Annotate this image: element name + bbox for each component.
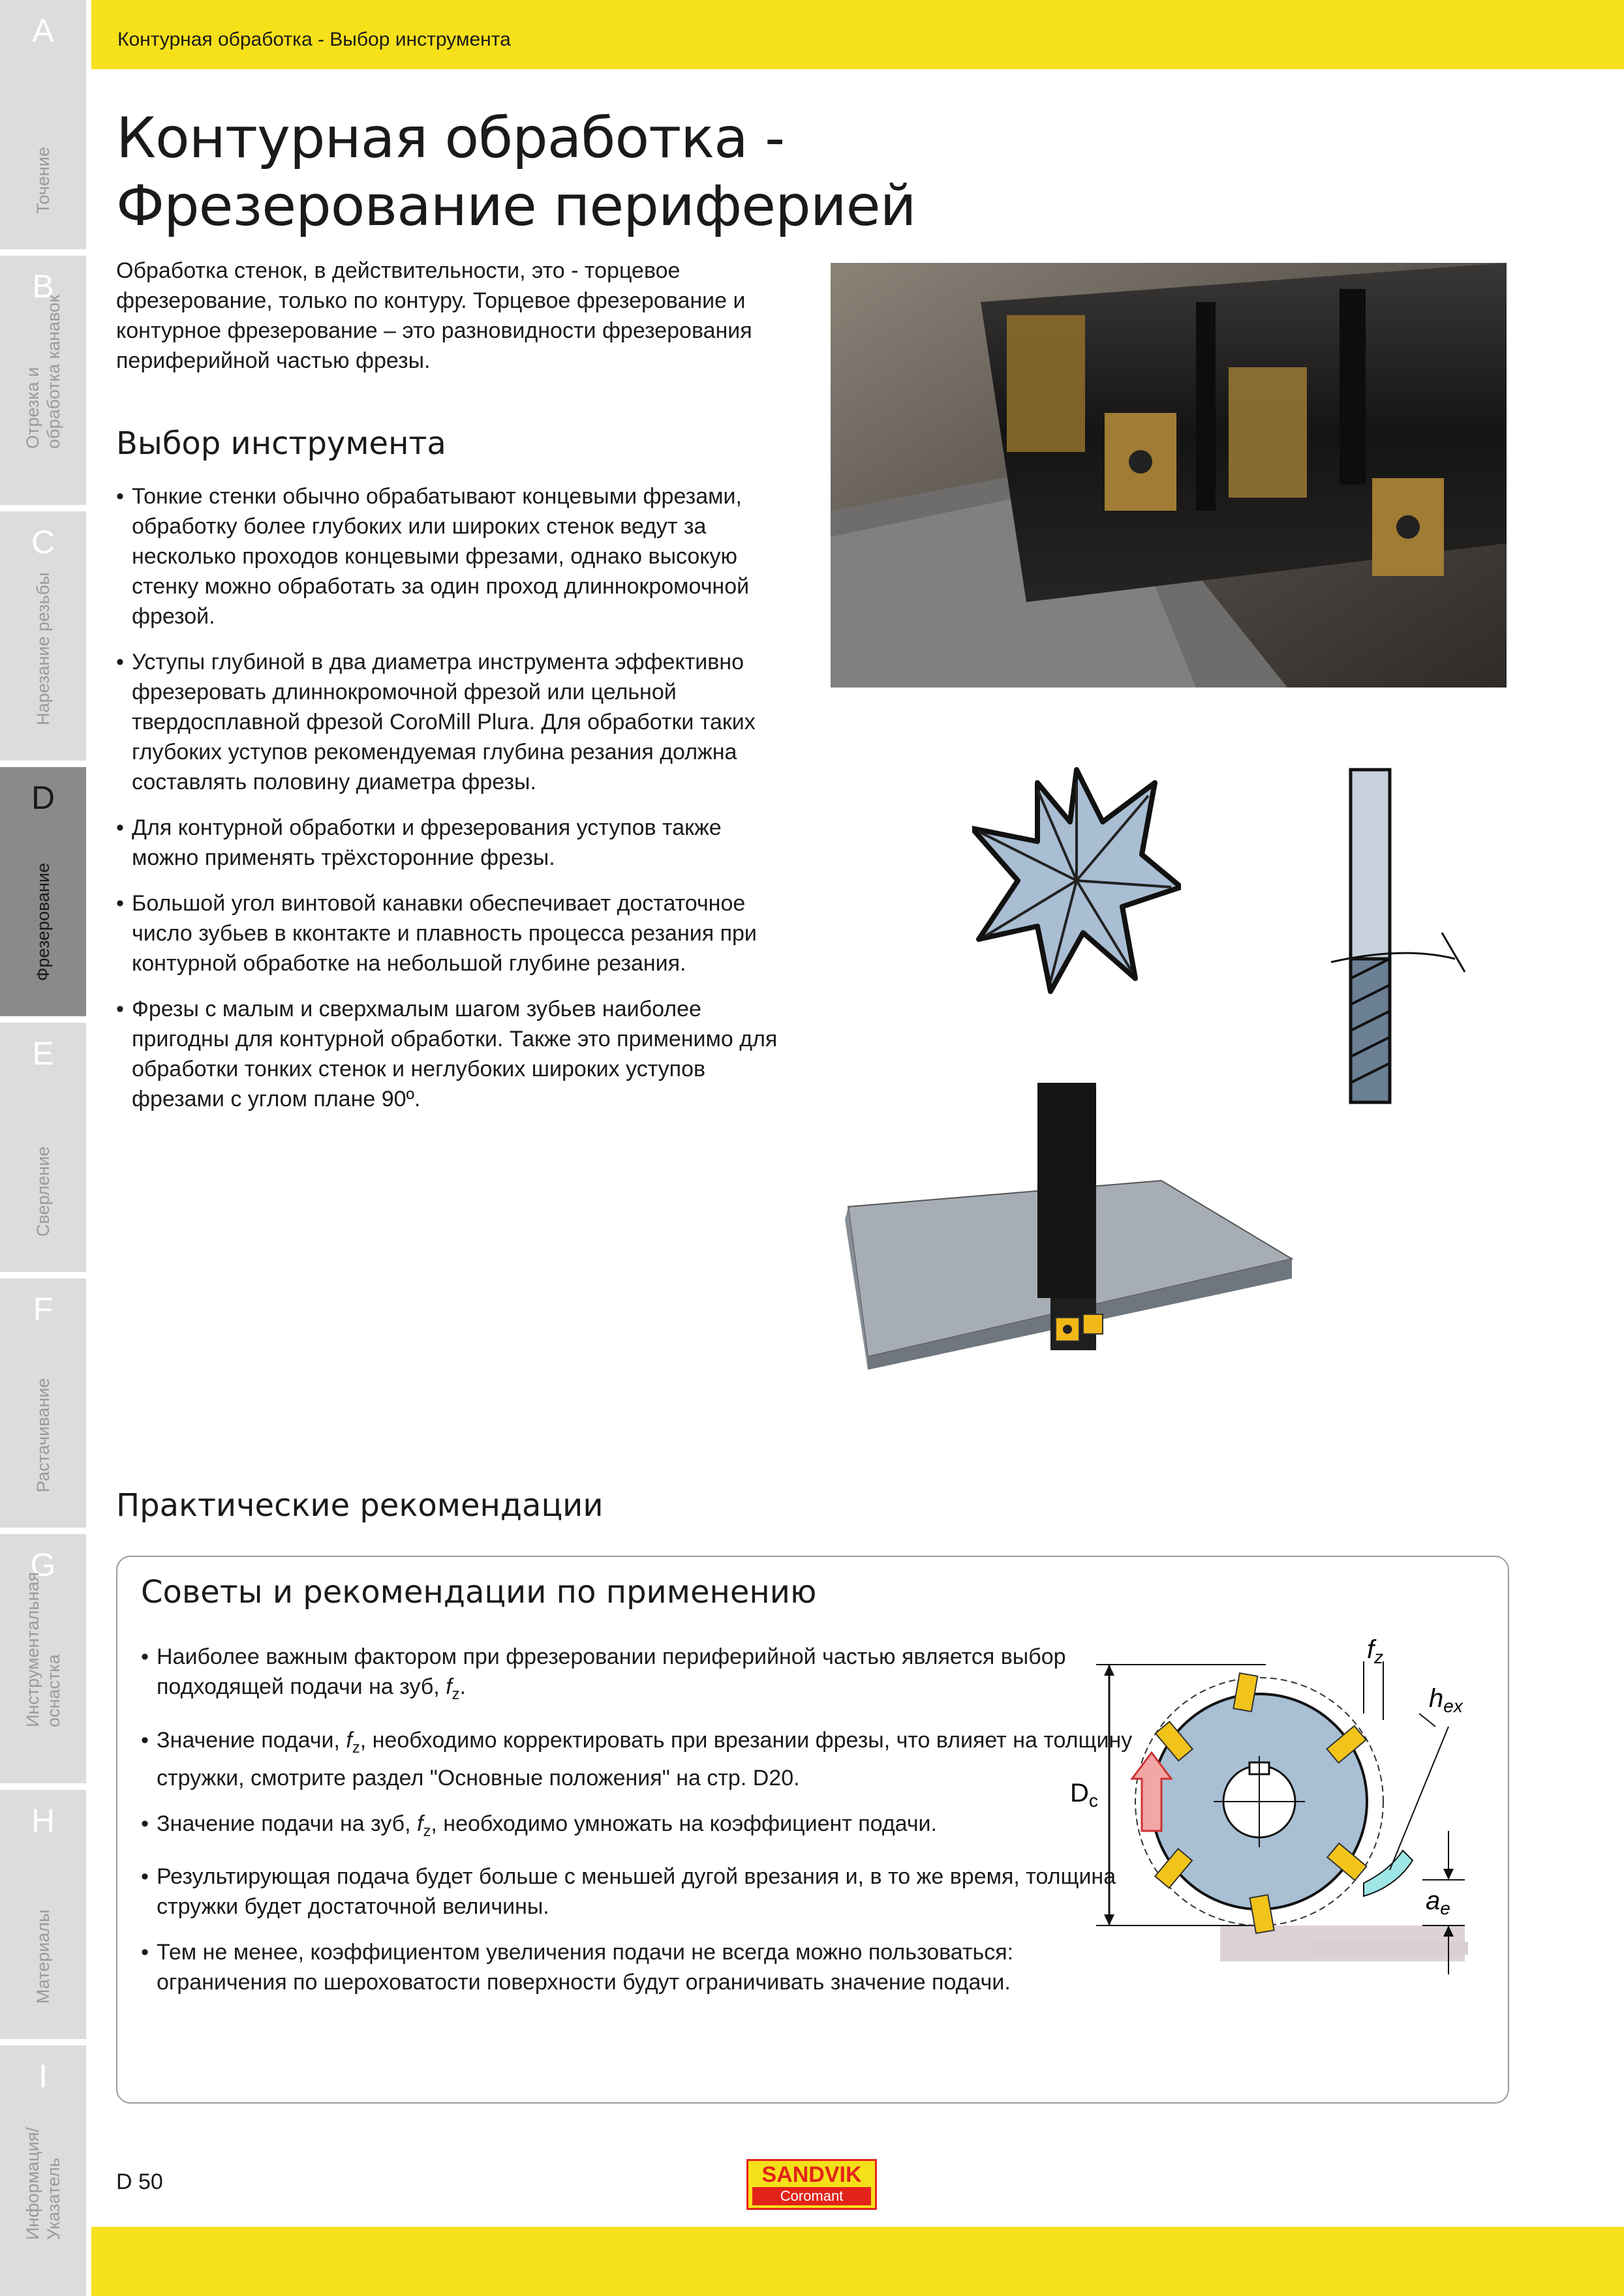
tab-label: Точение [33,147,53,214]
tip-text: Наиболее важным фактором при фрезеровании периферийной частью является выбор подходящей подачи на зуб, [157,1644,1066,1699]
end-mill-cross-section [972,757,1181,1004]
milling-photo [831,263,1507,687]
milling-photo-graphic [831,263,1507,687]
tip-text: Тем не менее, коэффициентом увеличения подачи не всегда можно пользоваться: ограничения по шероховатости поверхности будут ограничивать значение подачи. [157,1940,1014,1995]
header-bar [91,0,1624,69]
tip-text-after: , необходимо корректировать при врезании фрезы, что влияет на толщину стружки, смотрите раздел "Основные положения" на стр. D20. [157,1727,1133,1790]
tab-label: Информация/ Указатель [23,2127,63,2240]
tab-parting-grooving[interactable] [0,256,86,505]
tab-letter: E [32,1035,54,1072]
logo-text-bottom: Coromant [752,2187,871,2205]
list-item: • Тонкие стенки обычно обрабатывают концевыми фрезами, обработку более глубоких или широких стенок ведут за несколько проходов концевыми фрезами, однако высокую стенку можно обработать за один проход длиннокромочной фрезой. [116,481,791,631]
tips-box [116,1556,1509,2104]
tab-boring[interactable] [0,1278,86,1528]
list-item [141,1809,1146,1847]
list-item: • Уступы глубиной в два диаметра инструмента эффективно фрезеровать длиннокромочной фрезой или цельной твердосплавной фрезой CoroMill Plura. Для обработки таких глубоких уступов рекомендуемая глубина резания должна составлять половину диаметра фрезы. [116,647,791,797]
tip-text: Результирующая подача будет больше с меньшей дугой врезания и, в то же время, толщина стружки будет достаточной величины. [157,1864,1116,1920]
breadcrumb: Контурная обработка - Выбор инструмента [117,29,511,50]
tab-letter: I [38,2058,48,2094]
tab-label: Нарезание резьбы [33,572,53,725]
section-heading-practical: Практические рекомендации [116,1487,604,1524]
list-item [141,1642,1146,1710]
footer-bar [91,2227,1624,2296]
section-heading-tool-selection: Выбор инструмента [116,425,446,462]
list-item: • Фрезы с малым и сверхмалым шагом зубьев наиболее пригодны для контурной обработки. Также это применимо для обработки тонких стенок и неглубоких широких уступов фрезами с углом плане 90º. [116,994,791,1114]
label-hex: $h_{ex}$ [1429,1684,1463,1716]
tab-label: Растачивание [33,1378,53,1492]
tip-symbol-sub: z [452,1685,460,1703]
tab-drilling[interactable] [0,1023,86,1272]
page-number: D 50 [116,2169,163,2194]
tab-label: Материалы [33,1909,53,2004]
tab-turning[interactable] [0,0,86,249]
tip-text: Значение подачи на зуб, [157,1811,418,1836]
tab-letter: F [33,1291,54,1327]
tool-selection-list [116,481,791,1130]
tab-info-index[interactable] [0,2046,86,2296]
label-fz: $f_z$ [1367,1635,1384,1667]
list-item [141,1937,1146,1997]
list-item: • Большой угол винтовой канавки обеспечивает достаточное число зубьев в кконтакте и плавность процесса резания при контурной обработке на небольшой глубине резания. [116,888,791,978]
cutter-engagement-diagram [1057,1635,1475,1987]
tab-label: Сверление [33,1146,53,1237]
tab-letter: B [32,268,54,305]
tip-symbol: f [417,1811,423,1836]
tips-box-title: Советы и рекомендации по применению [141,1574,817,1610]
list-item [141,1862,1146,1922]
tip-symbol-sub: z [352,1738,360,1757]
list-item: • Для контурной обработки и фрезерования уступов также можно применять трёхсторонние фрезы. [116,813,791,873]
tab-label: Фрезерование [33,862,53,981]
tips-list [141,1642,1146,2013]
label-ae: $a_e$ [1426,1886,1450,1918]
tab-letter: C [31,524,55,560]
tip-text: Значение подачи, [157,1727,346,1753]
tab-milling[interactable] [0,767,86,1016]
tab-letter: D [31,779,55,816]
title-line-2: Фрезерование периферией [116,174,916,239]
tip-text-after: . [459,1674,467,1699]
tip-symbol-sub: z [423,1822,431,1840]
tab-materials[interactable] [0,1790,86,2039]
section-sidebar [0,0,86,2296]
tab-letter: A [32,12,54,49]
face-mill-on-plate [842,1083,1298,1389]
tab-tooling[interactable] [0,1534,86,1783]
tip-text-after: , необходимо умножать на коэффициент подачи. [431,1811,937,1836]
tab-label: Инструментальная оснастка [23,1571,63,1727]
intro-paragraph: Обработка стенок, в действительности, это - торцевое фрезерование, только по контуру. Торцевое фрезерование и контурное фрезерование – это разновидности фрезерования периферийной частью фрезы. [116,258,752,373]
end-mill-side-view [1325,763,1488,1115]
sandvik-logo [746,2159,877,2210]
logo-text-top: SANDVIK [761,2162,862,2187]
tab-threading[interactable] [0,511,86,761]
title-line-1: Контурная обработка - [116,106,785,171]
tab-label: Отрезка и обработка канавок [23,295,63,449]
page-title [116,104,915,240]
tab-letter: H [31,1802,55,1839]
list-item [141,1725,1146,1793]
label-dc: $D_c$ [1070,1779,1098,1811]
tip-symbol: f [346,1727,352,1753]
tab-letter: G [30,1547,56,1583]
tip-symbol: f [446,1674,452,1699]
